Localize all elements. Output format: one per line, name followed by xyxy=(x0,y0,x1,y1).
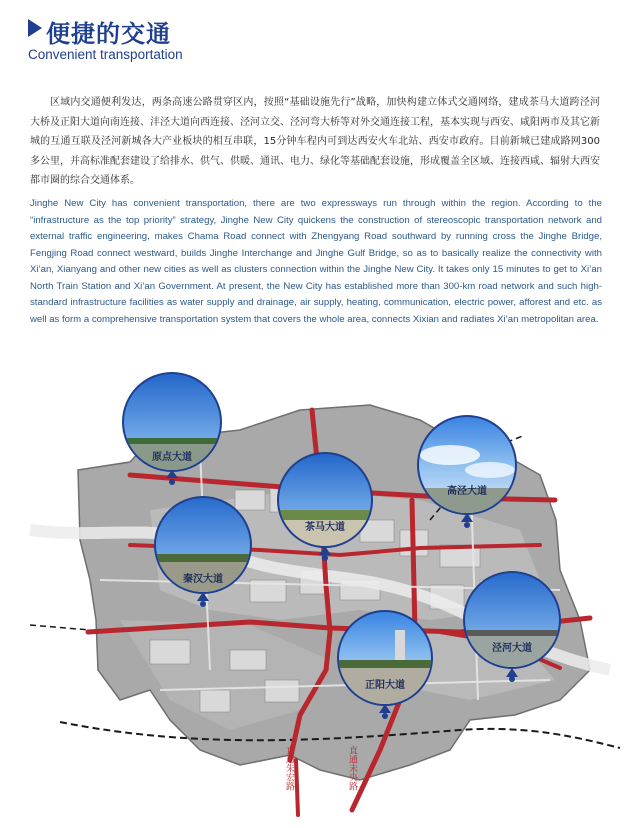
section-title-en: Convenient transportation xyxy=(28,47,183,62)
paragraph-chinese: 区域内交通便利发达，两条高速公路贯穿区内，按照“基础设施先行”战略，加快构建立体式交通网络，建成茶马大道跨泾河大桥及正阳大道向南连接、沣泾大道向西连接、泾河立交、泾河弯大桥等对外交通连接工程，基本实现与西安、咸阳两市及其它新城的互通互联及泾河新城各大产业板块的相互串联，15分钟车程内可到达西安火车北站、西安市政府。目前新城已建成路网300多公里，并高标准配套建设了给排水、供气、供暖、通讯、电力、绿化等基础配套设施，形成覆盖全区域、连接西咸、辐射大西安都市圈的综合交通体系。 xyxy=(30,97,600,186)
exit-label-zhuhong: 直通朱宏路 xyxy=(284,745,294,791)
section-header xyxy=(28,14,428,62)
exit-label-weiyang: 直通未央路 xyxy=(347,745,357,791)
road-label-3: 秦汉大道 xyxy=(183,574,223,585)
paragraph-english: Jinghe New City has convenient transportation, there are two expressways run through within the region. According to the “infrastructure as the top priority” strategy, Jinghe New City quickens the construction of stereoscopic transportation network and external traffic engineering, makes Chama Road connect with Zhengyang Road southward by running cross the Jinghe Bridge, Fengjing Road connect westward, builds Jinghe Interchange and Jinghe Gulf Bridge, so as to basically realize the connectivity with Xi’an, Xianyang and other new cities as well as clusters connection within the Jinghe New City. It takes only 15 minutes to get to Xi’an North Train Station and Xi’an Government. At present, the New City has established more than 300-km road network and such high-standard infrastructure facilities as water supply and drainage, air supply, heating, communication, electric power, afforest and etc. as well as form a comprehensive transportation system that covers the whole area, connects Xixian and radiates Xi’an metropolitan area. xyxy=(30,198,602,325)
road-label-0: 原点大道 xyxy=(152,452,192,463)
section-title-cn: 便捷的交通 xyxy=(46,20,171,48)
road-label-1: 茶马大道 xyxy=(305,522,345,533)
road-label-2: 高泾大道 xyxy=(447,486,487,497)
road-label-5: 泾河大道 xyxy=(492,643,532,654)
road-label-4: 正阳大道 xyxy=(365,680,405,691)
triangle-bullet-icon xyxy=(28,19,42,37)
transport-map xyxy=(0,370,630,828)
map-svg xyxy=(0,370,630,828)
